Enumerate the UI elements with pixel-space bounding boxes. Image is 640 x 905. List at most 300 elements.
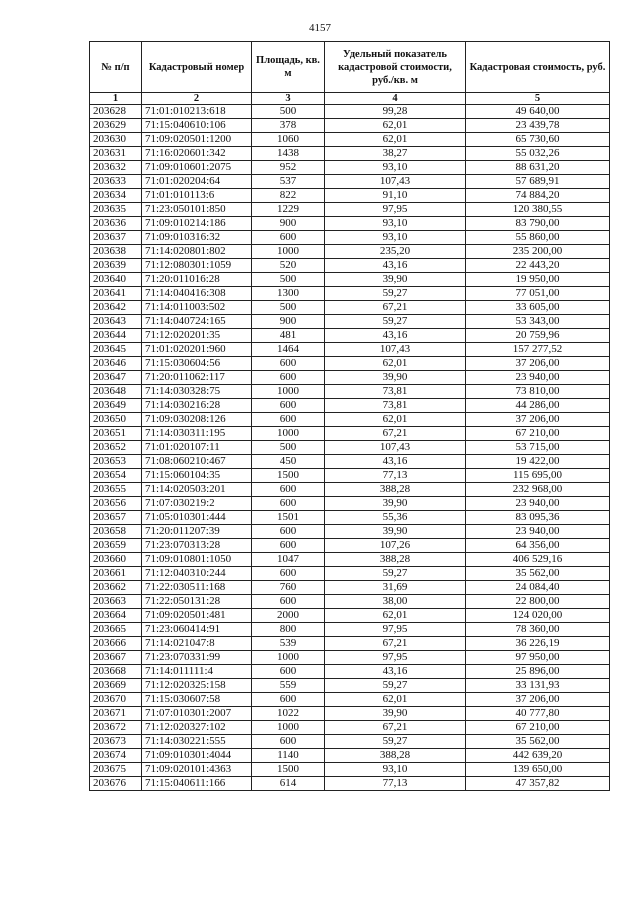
cadastral-cost: 19 950,00 bbox=[466, 273, 610, 287]
area-value: 600 bbox=[252, 231, 325, 245]
table-row bbox=[90, 329, 610, 343]
row-number: 203650 bbox=[90, 413, 142, 427]
specific-value: 43,16 bbox=[325, 455, 466, 469]
table-row bbox=[90, 441, 610, 455]
area-value: 1140 bbox=[252, 749, 325, 763]
row-number: 203651 bbox=[90, 427, 142, 441]
specific-value: 31,69 bbox=[325, 581, 466, 595]
table-row bbox=[90, 665, 610, 679]
cadastral-cost: 83 095,36 bbox=[466, 511, 610, 525]
row-number: 203645 bbox=[90, 343, 142, 357]
row-number: 203672 bbox=[90, 721, 142, 735]
row-number: 203657 bbox=[90, 511, 142, 525]
cadastral-number: 71:01:020201:960 bbox=[142, 343, 252, 357]
row-number: 203638 bbox=[90, 245, 142, 259]
cadastral-cost: 442 639,20 bbox=[466, 749, 610, 763]
area-value: 481 bbox=[252, 329, 325, 343]
area-value: 520 bbox=[252, 259, 325, 273]
cadastral-cost: 22 443,20 bbox=[466, 259, 610, 273]
cadastral-number: 71:22:050131:28 bbox=[142, 595, 252, 609]
cadastral-cost: 139 650,00 bbox=[466, 763, 610, 777]
cadastral-cost: 23 439,78 bbox=[466, 119, 610, 133]
specific-value: 59,27 bbox=[325, 679, 466, 693]
cadastral-cost: 67 210,00 bbox=[466, 721, 610, 735]
specific-value: 62,01 bbox=[325, 609, 466, 623]
area-value: 1000 bbox=[252, 427, 325, 441]
cadastral-number: 71:01:020107:11 bbox=[142, 441, 252, 455]
table-row bbox=[90, 763, 610, 777]
area-value: 952 bbox=[252, 161, 325, 175]
column-index: 3 bbox=[252, 93, 325, 105]
cadastral-number: 71:09:010316:32 bbox=[142, 231, 252, 245]
column-index: 1 bbox=[90, 93, 142, 105]
area-value: 500 bbox=[252, 273, 325, 287]
row-number: 203659 bbox=[90, 539, 142, 553]
area-value: 1047 bbox=[252, 553, 325, 567]
cadastral-cost: 115 695,00 bbox=[466, 469, 610, 483]
cadastral-number: 71:22:030511:168 bbox=[142, 581, 252, 595]
column-index: 4 bbox=[325, 93, 466, 105]
table-row bbox=[90, 371, 610, 385]
table-row bbox=[90, 175, 610, 189]
area-value: 600 bbox=[252, 399, 325, 413]
row-number: 203634 bbox=[90, 189, 142, 203]
row-number: 203649 bbox=[90, 399, 142, 413]
cadastral-cost: 57 689,91 bbox=[466, 175, 610, 189]
row-number: 203631 bbox=[90, 147, 142, 161]
header-specific-value: Удельный показатель кадастровой стоимости, руб./кв. м bbox=[325, 42, 466, 93]
cadastral-cost: 77 051,00 bbox=[466, 287, 610, 301]
cadastral-number: 71:09:020101:4363 bbox=[142, 763, 252, 777]
area-value: 539 bbox=[252, 637, 325, 651]
specific-value: 59,27 bbox=[325, 287, 466, 301]
cadastral-cost: 44 286,00 bbox=[466, 399, 610, 413]
specific-value: 59,27 bbox=[325, 315, 466, 329]
specific-value: 59,27 bbox=[325, 567, 466, 581]
cadastral-cost: 124 020,00 bbox=[466, 609, 610, 623]
specific-value: 59,27 bbox=[325, 735, 466, 749]
row-number: 203637 bbox=[90, 231, 142, 245]
area-value: 600 bbox=[252, 497, 325, 511]
cadastral-number: 71:14:020801:802 bbox=[142, 245, 252, 259]
row-number: 203665 bbox=[90, 623, 142, 637]
specific-value: 388,28 bbox=[325, 483, 466, 497]
row-number: 203654 bbox=[90, 469, 142, 483]
area-value: 1000 bbox=[252, 385, 325, 399]
area-value: 1022 bbox=[252, 707, 325, 721]
row-number: 203674 bbox=[90, 749, 142, 763]
table-row bbox=[90, 651, 610, 665]
area-value: 450 bbox=[252, 455, 325, 469]
cadastral-number: 71:14:040724:165 bbox=[142, 315, 252, 329]
table-row bbox=[90, 427, 610, 441]
area-value: 900 bbox=[252, 217, 325, 231]
cadastral-cost: 20 759,96 bbox=[466, 329, 610, 343]
area-value: 500 bbox=[252, 441, 325, 455]
specific-value: 97,95 bbox=[325, 203, 466, 217]
specific-value: 39,90 bbox=[325, 707, 466, 721]
specific-value: 93,10 bbox=[325, 217, 466, 231]
cadastral-number: 71:14:011003:502 bbox=[142, 301, 252, 315]
area-value: 1060 bbox=[252, 133, 325, 147]
cadastral-cost: 88 631,20 bbox=[466, 161, 610, 175]
cadastral-cost: 53 715,00 bbox=[466, 441, 610, 455]
row-number: 203675 bbox=[90, 763, 142, 777]
area-value: 500 bbox=[252, 105, 325, 119]
cadastral-number: 71:15:030604:56 bbox=[142, 357, 252, 371]
area-value: 1000 bbox=[252, 245, 325, 259]
cadastral-cost: 24 084,40 bbox=[466, 581, 610, 595]
area-value: 1000 bbox=[252, 721, 325, 735]
specific-value: 107,43 bbox=[325, 343, 466, 357]
area-value: 1000 bbox=[252, 651, 325, 665]
area-value: 900 bbox=[252, 315, 325, 329]
cadastral-cost: 120 380,55 bbox=[466, 203, 610, 217]
cadastral-cost: 235 200,00 bbox=[466, 245, 610, 259]
table-row bbox=[90, 161, 610, 175]
table-row bbox=[90, 455, 610, 469]
table-row bbox=[90, 581, 610, 595]
specific-value: 77,13 bbox=[325, 777, 466, 791]
cadastral-cost: 35 562,00 bbox=[466, 735, 610, 749]
cadastral-cost: 37 206,00 bbox=[466, 693, 610, 707]
table-row bbox=[90, 735, 610, 749]
table-row bbox=[90, 315, 610, 329]
table-body bbox=[90, 105, 610, 791]
cadastral-number: 71:14:030216:28 bbox=[142, 399, 252, 413]
cadastral-cost: 36 226,19 bbox=[466, 637, 610, 651]
row-number: 203673 bbox=[90, 735, 142, 749]
cadastral-number: 71:14:030328:75 bbox=[142, 385, 252, 399]
cadastral-cost: 232 968,00 bbox=[466, 483, 610, 497]
column-index: 5 bbox=[466, 93, 610, 105]
area-value: 600 bbox=[252, 413, 325, 427]
cadastral-number: 71:15:060104:35 bbox=[142, 469, 252, 483]
row-number: 203670 bbox=[90, 693, 142, 707]
cadastral-number: 71:12:020201:35 bbox=[142, 329, 252, 343]
specific-value: 62,01 bbox=[325, 413, 466, 427]
specific-value: 39,90 bbox=[325, 525, 466, 539]
specific-value: 388,28 bbox=[325, 749, 466, 763]
row-number: 203656 bbox=[90, 497, 142, 511]
table-row bbox=[90, 105, 610, 119]
row-number: 203628 bbox=[90, 105, 142, 119]
specific-value: 93,10 bbox=[325, 161, 466, 175]
cadastral-number: 71:23:070313:28 bbox=[142, 539, 252, 553]
specific-value: 67,21 bbox=[325, 427, 466, 441]
table-header bbox=[90, 42, 610, 105]
table-row bbox=[90, 469, 610, 483]
table-row bbox=[90, 343, 610, 357]
table-row bbox=[90, 721, 610, 735]
cadastral-number: 71:12:080301:1059 bbox=[142, 259, 252, 273]
area-value: 1229 bbox=[252, 203, 325, 217]
row-number: 203636 bbox=[90, 217, 142, 231]
row-number: 203653 bbox=[90, 455, 142, 469]
row-number: 203643 bbox=[90, 315, 142, 329]
cadastral-number: 71:12:020327:102 bbox=[142, 721, 252, 735]
table-row bbox=[90, 511, 610, 525]
area-value: 537 bbox=[252, 175, 325, 189]
table-row bbox=[90, 567, 610, 581]
row-number: 203644 bbox=[90, 329, 142, 343]
area-value: 1501 bbox=[252, 511, 325, 525]
row-number: 203676 bbox=[90, 777, 142, 791]
row-number: 203668 bbox=[90, 665, 142, 679]
area-value: 1500 bbox=[252, 469, 325, 483]
cadastral-cost: 35 562,00 bbox=[466, 567, 610, 581]
cadastral-number: 71:20:011207:39 bbox=[142, 525, 252, 539]
area-value: 600 bbox=[252, 665, 325, 679]
table-row bbox=[90, 525, 610, 539]
table-row bbox=[90, 301, 610, 315]
cadastral-number: 71:23:060414:91 bbox=[142, 623, 252, 637]
header-cadastral-cost: Кадастровая стоимость, руб. bbox=[466, 42, 610, 93]
table-row bbox=[90, 777, 610, 791]
cadastral-cost: 64 356,00 bbox=[466, 539, 610, 553]
cadastral-cost: 23 940,00 bbox=[466, 497, 610, 511]
specific-value: 235,20 bbox=[325, 245, 466, 259]
cadastral-value-table bbox=[89, 41, 610, 791]
table-row bbox=[90, 637, 610, 651]
cadastral-cost: 25 896,00 bbox=[466, 665, 610, 679]
table-row bbox=[90, 189, 610, 203]
table-row bbox=[90, 357, 610, 371]
table-row bbox=[90, 133, 610, 147]
specific-value: 93,10 bbox=[325, 763, 466, 777]
area-value: 822 bbox=[252, 189, 325, 203]
cadastral-cost: 40 777,80 bbox=[466, 707, 610, 721]
row-number: 203652 bbox=[90, 441, 142, 455]
cadastral-cost: 406 529,16 bbox=[466, 553, 610, 567]
cadastral-number: 71:20:011062:117 bbox=[142, 371, 252, 385]
cadastral-cost: 19 422,00 bbox=[466, 455, 610, 469]
cadastral-number: 71:14:040416:308 bbox=[142, 287, 252, 301]
table-row bbox=[90, 413, 610, 427]
cadastral-number: 71:01:010213:618 bbox=[142, 105, 252, 119]
specific-value: 43,16 bbox=[325, 329, 466, 343]
row-number: 203641 bbox=[90, 287, 142, 301]
table-row bbox=[90, 483, 610, 497]
cadastral-number: 71:15:030607:58 bbox=[142, 693, 252, 707]
cadastral-number: 71:23:070331:99 bbox=[142, 651, 252, 665]
table-row bbox=[90, 203, 610, 217]
specific-value: 43,16 bbox=[325, 259, 466, 273]
area-value: 1464 bbox=[252, 343, 325, 357]
specific-value: 39,90 bbox=[325, 497, 466, 511]
table-row bbox=[90, 749, 610, 763]
row-number: 203655 bbox=[90, 483, 142, 497]
area-value: 600 bbox=[252, 539, 325, 553]
specific-value: 388,28 bbox=[325, 553, 466, 567]
row-number: 203632 bbox=[90, 161, 142, 175]
table-row bbox=[90, 217, 610, 231]
table-row bbox=[90, 119, 610, 133]
cadastral-cost: 22 800,00 bbox=[466, 595, 610, 609]
specific-value: 39,90 bbox=[325, 273, 466, 287]
table-row bbox=[90, 399, 610, 413]
area-value: 378 bbox=[252, 119, 325, 133]
table-row bbox=[90, 497, 610, 511]
row-number: 203664 bbox=[90, 609, 142, 623]
column-index: 2 bbox=[142, 93, 252, 105]
specific-value: 107,43 bbox=[325, 441, 466, 455]
cadastral-number: 71:09:020501:481 bbox=[142, 609, 252, 623]
cadastral-cost: 33 605,00 bbox=[466, 301, 610, 315]
table-row bbox=[90, 231, 610, 245]
table-row bbox=[90, 259, 610, 273]
cadastral-cost: 97 950,00 bbox=[466, 651, 610, 665]
cadastral-cost: 157 277,52 bbox=[466, 343, 610, 357]
area-value: 1438 bbox=[252, 147, 325, 161]
area-value: 559 bbox=[252, 679, 325, 693]
row-number: 203646 bbox=[90, 357, 142, 371]
cadastral-cost: 74 884,20 bbox=[466, 189, 610, 203]
cadastral-cost: 23 940,00 bbox=[466, 371, 610, 385]
row-number: 203661 bbox=[90, 567, 142, 581]
cadastral-number: 71:14:020503:201 bbox=[142, 483, 252, 497]
cadastral-number: 71:07:010301:2007 bbox=[142, 707, 252, 721]
specific-value: 62,01 bbox=[325, 693, 466, 707]
area-value: 1300 bbox=[252, 287, 325, 301]
cadastral-cost: 49 640,00 bbox=[466, 105, 610, 119]
cadastral-cost: 55 860,00 bbox=[466, 231, 610, 245]
cadastral-number: 71:09:010214:186 bbox=[142, 217, 252, 231]
specific-value: 67,21 bbox=[325, 721, 466, 735]
specific-value: 107,26 bbox=[325, 539, 466, 553]
area-value: 600 bbox=[252, 693, 325, 707]
cadastral-number: 71:12:040310:244 bbox=[142, 567, 252, 581]
cadastral-cost: 73 810,00 bbox=[466, 385, 610, 399]
area-value: 600 bbox=[252, 595, 325, 609]
specific-value: 38,27 bbox=[325, 147, 466, 161]
cadastral-number: 71:05:010301:444 bbox=[142, 511, 252, 525]
specific-value: 62,01 bbox=[325, 357, 466, 371]
area-value: 600 bbox=[252, 357, 325, 371]
area-value: 760 bbox=[252, 581, 325, 595]
cadastral-cost: 67 210,00 bbox=[466, 427, 610, 441]
area-value: 2000 bbox=[252, 609, 325, 623]
cadastral-cost: 78 360,00 bbox=[466, 623, 610, 637]
cadastral-cost: 47 357,82 bbox=[466, 777, 610, 791]
specific-value: 55,36 bbox=[325, 511, 466, 525]
cadastral-cost: 83 790,00 bbox=[466, 217, 610, 231]
area-value: 1500 bbox=[252, 763, 325, 777]
table-row bbox=[90, 679, 610, 693]
table-row bbox=[90, 245, 610, 259]
row-number: 203663 bbox=[90, 595, 142, 609]
cadastral-number: 71:09:010801:1050 bbox=[142, 553, 252, 567]
page-number: 4157 bbox=[309, 22, 331, 34]
cadastral-number: 71:16:020601:342 bbox=[142, 147, 252, 161]
area-value: 600 bbox=[252, 483, 325, 497]
table-row bbox=[90, 707, 610, 721]
table-row bbox=[90, 385, 610, 399]
specific-value: 62,01 bbox=[325, 119, 466, 133]
header-number: № п/п bbox=[90, 42, 142, 93]
row-number: 203639 bbox=[90, 259, 142, 273]
specific-value: 73,81 bbox=[325, 385, 466, 399]
specific-value: 93,10 bbox=[325, 231, 466, 245]
table-row bbox=[90, 147, 610, 161]
table-row bbox=[90, 693, 610, 707]
cadastral-number: 71:09:030208:126 bbox=[142, 413, 252, 427]
area-value: 600 bbox=[252, 525, 325, 539]
specific-value: 38,00 bbox=[325, 595, 466, 609]
specific-value: 67,21 bbox=[325, 301, 466, 315]
area-value: 600 bbox=[252, 567, 325, 581]
area-value: 600 bbox=[252, 735, 325, 749]
area-value: 800 bbox=[252, 623, 325, 637]
cadastral-cost: 55 032,26 bbox=[466, 147, 610, 161]
area-value: 614 bbox=[252, 777, 325, 791]
area-value: 600 bbox=[252, 371, 325, 385]
cadastral-number: 71:14:021047:8 bbox=[142, 637, 252, 651]
row-number: 203662 bbox=[90, 581, 142, 595]
cadastral-number: 71:15:040611:166 bbox=[142, 777, 252, 791]
cadastral-number: 71:14:030221:555 bbox=[142, 735, 252, 749]
cadastral-number: 71:01:020204:64 bbox=[142, 175, 252, 189]
row-number: 203666 bbox=[90, 637, 142, 651]
specific-value: 39,90 bbox=[325, 371, 466, 385]
table-row bbox=[90, 287, 610, 301]
cadastral-number: 71:15:040610:106 bbox=[142, 119, 252, 133]
cadastral-number: 71:09:020501:1200 bbox=[142, 133, 252, 147]
specific-value: 43,16 bbox=[325, 665, 466, 679]
row-number: 203640 bbox=[90, 273, 142, 287]
cadastral-number: 71:14:030311:195 bbox=[142, 427, 252, 441]
cadastral-number: 71:23:050101:850 bbox=[142, 203, 252, 217]
cadastral-cost: 33 131,93 bbox=[466, 679, 610, 693]
specific-value: 77,13 bbox=[325, 469, 466, 483]
row-number: 203658 bbox=[90, 525, 142, 539]
column-index-row bbox=[90, 93, 610, 105]
specific-value: 99,28 bbox=[325, 105, 466, 119]
cadastral-cost: 53 343,00 bbox=[466, 315, 610, 329]
row-number: 203629 bbox=[90, 119, 142, 133]
header-cadastral-number: Кадастровый номер bbox=[142, 42, 252, 93]
table-row bbox=[90, 273, 610, 287]
row-number: 203642 bbox=[90, 301, 142, 315]
cadastral-number: 71:12:020325:158 bbox=[142, 679, 252, 693]
row-number: 203630 bbox=[90, 133, 142, 147]
table-row bbox=[90, 595, 610, 609]
cadastral-cost: 37 206,00 bbox=[466, 413, 610, 427]
row-number: 203667 bbox=[90, 651, 142, 665]
specific-value: 73,81 bbox=[325, 399, 466, 413]
cadastral-number: 71:01:010113:6 bbox=[142, 189, 252, 203]
specific-value: 97,95 bbox=[325, 651, 466, 665]
cadastral-number: 71:08:060210:467 bbox=[142, 455, 252, 469]
cadastral-cost: 23 940,00 bbox=[466, 525, 610, 539]
area-value: 500 bbox=[252, 301, 325, 315]
header-area: Площадь, кв. м bbox=[252, 42, 325, 93]
cadastral-number: 71:20:011016:28 bbox=[142, 273, 252, 287]
row-number: 203648 bbox=[90, 385, 142, 399]
cadastral-cost: 37 206,00 bbox=[466, 357, 610, 371]
specific-value: 67,21 bbox=[325, 637, 466, 651]
cadastral-cost: 65 730,60 bbox=[466, 133, 610, 147]
row-number: 203647 bbox=[90, 371, 142, 385]
specific-value: 97,95 bbox=[325, 623, 466, 637]
specific-value: 91,10 bbox=[325, 189, 466, 203]
table-row bbox=[90, 539, 610, 553]
specific-value: 107,43 bbox=[325, 175, 466, 189]
cadastral-number: 71:09:010301:4044 bbox=[142, 749, 252, 763]
row-number: 203633 bbox=[90, 175, 142, 189]
row-number: 203669 bbox=[90, 679, 142, 693]
cadastral-number: 71:09:010601:2075 bbox=[142, 161, 252, 175]
